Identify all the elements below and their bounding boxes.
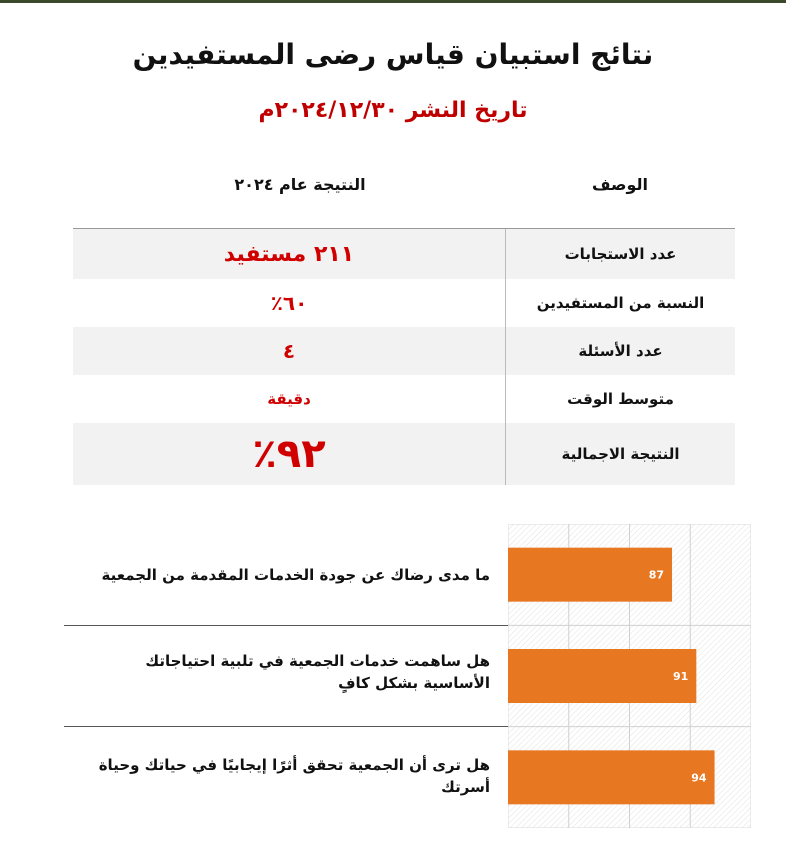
results-table bbox=[73, 228, 735, 485]
table-row bbox=[73, 423, 735, 485]
question-1-label: ما مدى رضاك عن جودة الخدمات المقدمة من الجمعية bbox=[101, 566, 490, 584]
table-row bbox=[73, 327, 735, 375]
responses-value: ٢١١ مستفيد bbox=[73, 229, 506, 279]
table-row bbox=[73, 228, 735, 279]
overall-result-value: ٩٢٪ bbox=[73, 423, 506, 485]
table-header-description: الوصف bbox=[591, 175, 649, 194]
bar-question-3 bbox=[508, 750, 715, 804]
table-row bbox=[73, 279, 735, 327]
question-3-label: هل ترى أن الجمعية تحقق أثرًا إيجابيًا في حياتك وحياة أسرتك bbox=[98, 756, 490, 796]
question-separator bbox=[64, 625, 508, 626]
questions-label: عدد الأسئلة bbox=[578, 342, 663, 360]
top-border-line bbox=[0, 0, 786, 3]
satisfaction-bar-chart bbox=[508, 524, 751, 828]
bar-value-label-1: 87 bbox=[648, 568, 665, 582]
bar-question-1 bbox=[508, 548, 672, 602]
page-title: نتائج استبيان قياس رضى المستفيدين bbox=[132, 38, 654, 71]
bar-value-label-3: 94 bbox=[691, 771, 707, 785]
avg-time-label: متوسط الوقت bbox=[567, 390, 674, 408]
percentage-value: ٦٠٪ bbox=[73, 279, 506, 327]
question-separator bbox=[64, 726, 508, 727]
questions-value: ٤ bbox=[73, 327, 506, 375]
overall-result-label: النتيجة الاجمالية bbox=[561, 445, 680, 463]
responses-label: عدد الاستجابات bbox=[564, 245, 677, 263]
table-row bbox=[73, 375, 735, 423]
question-2-label: هل ساهمت خدمات الجمعية في تلبية احتياجاتك الأساسية بشكل كافٍ bbox=[145, 652, 490, 692]
publish-date: تاريخ النشر ٢٠٢٤/١٢/٣٠م bbox=[258, 98, 528, 123]
bar-value-label-2: 91 bbox=[673, 670, 689, 683]
table-header-result: النتيجة عام ٢٠٢٤ bbox=[234, 175, 366, 194]
bar-question-2 bbox=[508, 649, 696, 703]
avg-time-value: دقيقة bbox=[73, 375, 506, 423]
percentage-label: النسبة من المستفيدين bbox=[536, 294, 705, 312]
